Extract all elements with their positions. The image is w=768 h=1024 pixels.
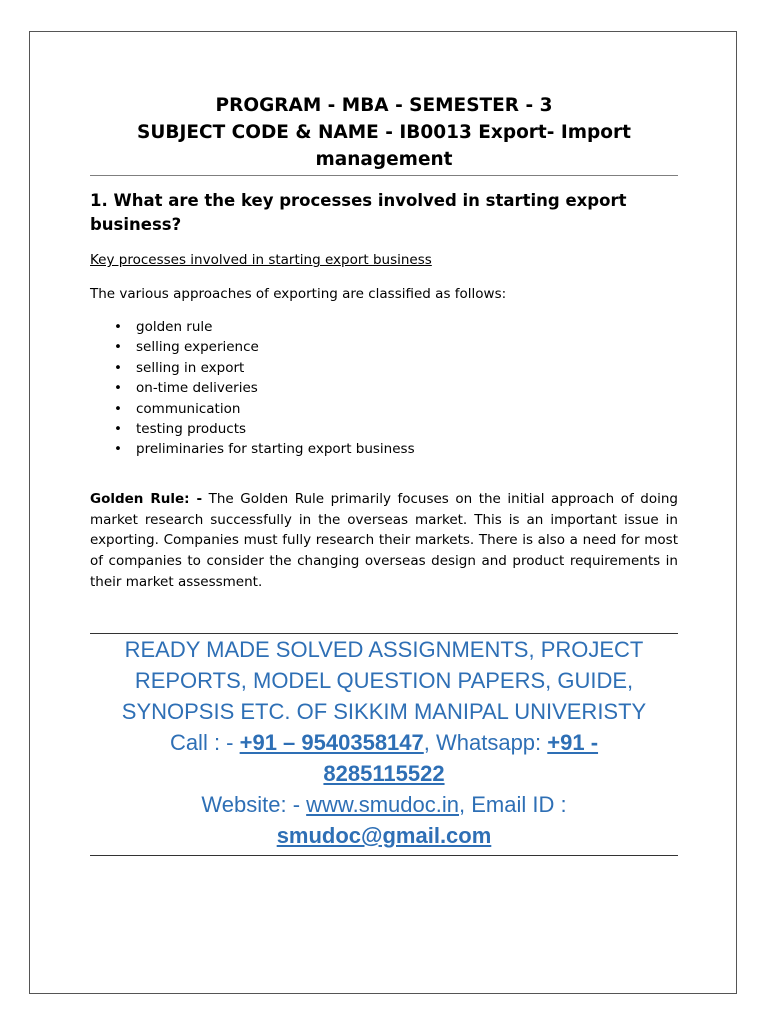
bullet-icon: •: [114, 400, 122, 417]
ad-bottom-divider: [90, 855, 678, 856]
document-title: [90, 92, 678, 173]
ad-text: [90, 634, 678, 855]
bullet-icon: •: [114, 441, 122, 458]
whatsapp-label: , Whatsapp:: [423, 730, 548, 755]
bullet-icon: •: [114, 359, 122, 376]
website-link[interactable]: www.smudoc.in: [306, 792, 459, 817]
whatsapp-link-part2[interactable]: 8285115522: [323, 761, 445, 786]
question-heading: 1. What are the key processes involved in starting export business?: [90, 191, 627, 234]
approaches-list: [90, 317, 678, 460]
section-heading: Key processes involved in starting export business: [90, 252, 432, 268]
ad-line-1: READY MADE SOLVED ASSIGNMENTS, PROJECT: [124, 637, 644, 662]
list-item: • communication: [136, 399, 678, 419]
list-item: • selling in export: [136, 358, 678, 378]
ad-line-2: REPORTS, MODEL QUESTION PAPERS, GUIDE,: [134, 668, 634, 693]
bullet-icon: •: [114, 380, 122, 397]
website-label: Website: -: [201, 792, 307, 817]
ad-contact-line: [90, 727, 678, 758]
title-subject: SUBJECT CODE & NAME - IB0013 Export- Import: [137, 122, 631, 143]
ad-website-line: [90, 789, 678, 820]
bullet-icon: •: [114, 319, 122, 335]
title-subject-cont: management: [315, 149, 453, 170]
title-program: PROGRAM - MBA - SEMESTER - 3: [215, 95, 553, 116]
phone-link[interactable]: +91 – 9540358147: [239, 730, 424, 755]
list-item: • on-time deliveries: [136, 378, 678, 398]
ad-email-line: [90, 820, 678, 851]
golden-rule-text: The Golden Rule primarily focuses on the initial approach of doing market research successfully in the overseas market. This is an important issue in exporting. Companies must fully research their markets. There is also a need for most of companies to consider the changing overseas design and product requirements in their market assessment.: [90, 490, 678, 591]
list-item: • preliminaries for starting export business: [136, 439, 678, 459]
title-divider: [90, 175, 678, 176]
document-content: [90, 92, 678, 593]
list-item: • testing products: [136, 419, 678, 439]
golden-rule-paragraph: [90, 489, 678, 593]
call-label: Call : -: [169, 730, 240, 755]
ad-whatsapp-line: [90, 758, 678, 789]
list-item: • selling experience: [136, 337, 678, 357]
list-item: • golden rule: [136, 317, 678, 337]
golden-rule-label: Golden Rule: -: [90, 490, 203, 507]
ad-line-3: SYNOPSIS ETC. OF SIKKIM MANIPAL UNIVERISTY: [121, 699, 647, 724]
bullet-icon: •: [114, 339, 122, 356]
email-label: , Email ID :: [459, 792, 567, 817]
intro-paragraph: The various approaches of exporting are classified as follows:: [90, 286, 507, 302]
email-link[interactable]: smudoc@gmail.com: [276, 823, 492, 848]
bullet-icon: •: [114, 421, 122, 438]
whatsapp-link-part1[interactable]: +91 -: [547, 730, 599, 755]
advertisement-box: [90, 633, 678, 856]
